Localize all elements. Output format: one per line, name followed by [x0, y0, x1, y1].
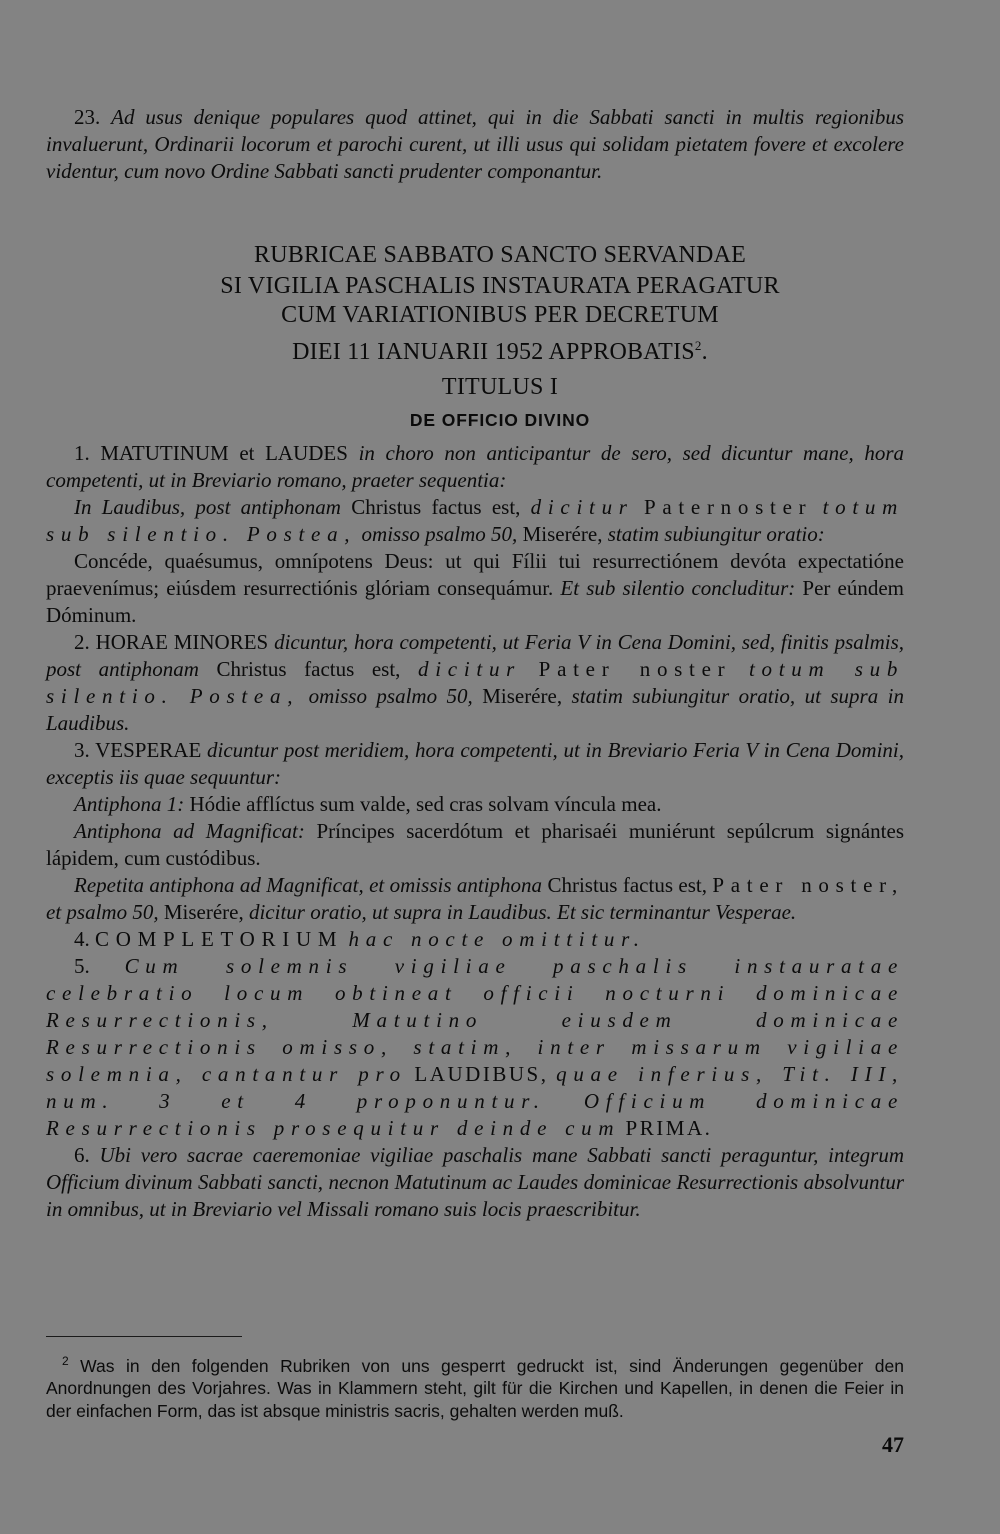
spaced-text: PRIMA.	[625, 1116, 713, 1140]
rubric-text: et psalmo 50,	[46, 900, 159, 924]
rubric-text: dicuntur post meridiem, hora competenti, ut in Breviario Feria V in Cena Domini, exceptis iis quae sequuntur:	[46, 738, 904, 789]
section-number: 1.	[74, 441, 90, 465]
spaced-rubric: dicitur	[530, 495, 634, 519]
spaced-rubric: hac nocte omittitur.	[348, 927, 646, 951]
section-number: 6.	[74, 1143, 90, 1167]
spaced-text: LAUDIBUS,	[414, 1062, 549, 1086]
footnote-divider	[46, 1336, 242, 1337]
rubric-text: omisso psalmo 50,	[361, 522, 518, 546]
heading-line-4-text: DIEI 11 IANUARII 1952 APPROBATIS	[292, 339, 695, 365]
rubric-text: statim subiungitur oratio:	[607, 522, 825, 546]
rubric-text: omisso psalmo 50,	[308, 684, 473, 708]
liturgical-text: Miserére,	[522, 522, 603, 546]
section-6	[46, 1142, 904, 1223]
liturgical-text: Christus factus est,	[216, 657, 401, 681]
rubric-text: Ubi vero sacrae caeremoniae vigiliae paschalis mane Sabbati sancti peraguntur, integrum Officium divinum Sabbati sancti, necnon Matutinum ac Laudes dominicae Resurrectionis absolvuntur in omnibus, ut in Breviario vel Missali romano suis locis praescribitur.	[46, 1143, 904, 1221]
section-3	[46, 737, 904, 791]
rubric-text: Et sub silentio concluditur:	[560, 576, 796, 600]
liturgical-text: Christus factus est,	[547, 873, 707, 897]
section-heading: VESPERAE	[95, 738, 202, 762]
section-heading: HORAE MINORES	[95, 630, 269, 654]
page-number: 47	[882, 1432, 904, 1457]
para-23	[46, 104, 904, 185]
section-number: 2.	[74, 630, 90, 654]
section-3-repetita	[46, 872, 904, 926]
antiphon-text: Hódie afflíctus sum valde, sed cras solvam víncula mea.	[189, 792, 662, 816]
section-2	[46, 629, 904, 737]
section-heading: COMPLETORIUM	[95, 927, 344, 951]
heading-line-4-end: .	[701, 339, 708, 365]
antiphona-1	[46, 791, 904, 818]
section-number: 4.	[74, 927, 90, 951]
section-body	[46, 440, 904, 1223]
section-5	[46, 953, 904, 1142]
para-text: Ad usus denique populares quod attinet, qui in die Sabbati sancti in multis regionibus invaluerunt, Ordinarii locorum et parochi curent, ut illi usus qui solidam pietatem fovere et excolere videntur, cum novo Ordine Sabbati sancti prudenter componantur.	[46, 105, 904, 183]
heading-line-3: CUM VARIATIONIBUS PER DECRETUM	[281, 302, 719, 328]
rubric-text: in choro non anticipantur de sero, sed dicuntur mane, hora competenti, ut in Breviario romano, praeter sequentia:	[46, 441, 905, 492]
section-number: 5.	[74, 954, 90, 978]
antiphon-text: Príncipes sacerdótum et pharisaéi muniérunt sepúlcrum signántes lápidem, cum custódibus.	[46, 819, 904, 870]
rubric-text: Repetita antiphona ad Magnificat, et omissis antiphona	[74, 873, 543, 897]
section-number: 3.	[74, 738, 90, 762]
spaced-text: Pater noster,	[712, 873, 904, 897]
prayer-text: Concéde, quaésumus, omnípotens Deus: ut qui Fílii tui resurrectiónem devóta expectatióne praevenímus; eiúsdem resurrectiónis glóriam consequámur.	[46, 549, 904, 600]
heading-line-1: RUBRICAE SABBATO SANCTO SERVANDAE	[253, 242, 747, 268]
spaced-rubric: totum sub silentio. Postea,	[46, 657, 905, 708]
section-1-prayer	[46, 548, 904, 629]
footnote-mark: 2	[62, 1354, 69, 1368]
spaced-text: Pater noster	[538, 657, 732, 681]
heading-line-4	[0, 330, 1000, 368]
antiphon-label: Antiphona ad Magnificat:	[74, 819, 305, 843]
liturgical-text: Miserére,	[163, 900, 244, 924]
rubric-text: dicuntur, hora competenti, ut Feria V in Cena Domini, sed, finitis psalmis, post antiphonam	[46, 630, 905, 681]
antiphon-label: Antiphona 1:	[74, 792, 185, 816]
liturgical-text: Per eúndem Dóminum.	[46, 576, 904, 627]
rubric-text: In Laudibus, post antiphonam	[74, 495, 341, 519]
spaced-rubric: quae inferius, Tit. III, num. 3 et 4 proponuntur.	[46, 1062, 905, 1113]
section-4	[46, 926, 904, 953]
section-heading: MATUTINUM et LAUDES	[100, 441, 348, 465]
footnote	[46, 1350, 904, 1422]
footnote-ref: 2	[694, 338, 702, 353]
antiphona-magnificat	[46, 818, 904, 872]
spaced-text: Paternoster	[643, 495, 813, 519]
titulus-heading: TITULUS I	[441, 374, 559, 400]
footnote-text: Was in den folgenden Rubriken von uns gesperrt gedruckt ist, sind Änderungen gegenüber den Anordnungen des Vorjahres. Was in Klammern steht, gilt für die Kirchen und Kapellen, in denen die Feier in der einfachen Form, das ist absque ministris sacris, gehalten werden muß.	[46, 1355, 904, 1421]
spaced-rubric: Cum solemnis vigiliae paschalis instauratae celebratio locum obtineat officii nocturni dominicae Resurrectionis, Matutino eiusdem dominicae Resurrectionis omisso, statim, inter missarum vigiliae solemnia, cantantur pro	[46, 954, 904, 1086]
liturgical-text: Miserére,	[482, 684, 563, 708]
section-subtitle: DE OFFICIO DIVINO	[409, 410, 591, 430]
section-1	[46, 440, 904, 494]
spaced-rubric: totum sub silentio. Postea,	[46, 495, 904, 546]
rubric-text: dicitur oratio, ut supra in Laudibus. Et sic terminantur Vesperae.	[248, 900, 797, 924]
section-1-laudes	[46, 494, 904, 548]
rubric-text: statim subiungitur oratio, ut supra in Laudibus.	[46, 684, 904, 735]
spaced-rubric: Officium dominicae Resurrectionis prosequitur deinde cum	[46, 1089, 904, 1140]
spaced-rubric: dicitur	[418, 657, 522, 681]
heading-line-2: SI VIGILIA PASCHALIS INSTAURATA PERAGATUR	[220, 273, 780, 299]
para-number: 23.	[74, 105, 101, 129]
liturgical-text: Christus factus est,	[351, 495, 521, 519]
